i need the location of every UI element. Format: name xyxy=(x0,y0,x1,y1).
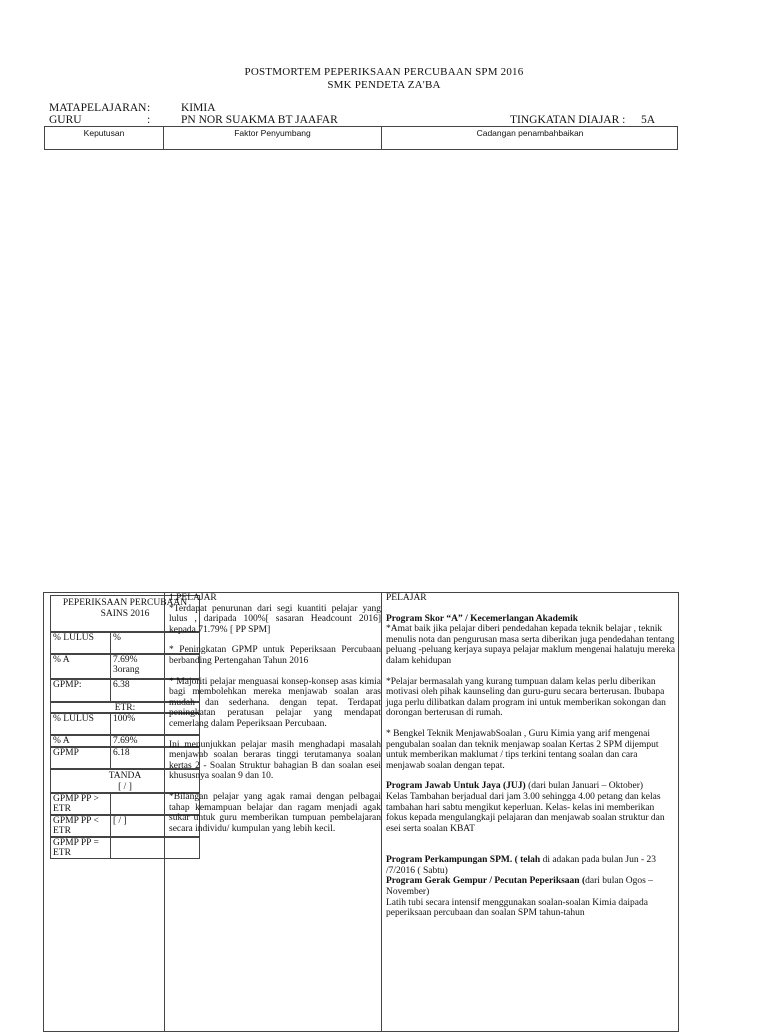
stat-label: % A xyxy=(53,655,70,665)
factor-paragraph: *Terdapat penurunan dari segi kuantiti pelajar yang lulus , daripada 100%[ sasaran Headcount 2016] kepada 71.79% [ PP SPM] xyxy=(169,603,381,635)
factor-paragraph: * Peningkatan GPMP untuk Peperiksaan Percubaan berbanding Pertengahan Tahun 2016 xyxy=(169,645,381,666)
program-title: Program Gerak Gempur / Pecutan Peperiksaan ( xyxy=(386,876,586,887)
suggestion-paragraph: *Amat baik jika pelajar diberi pendedahan kepada teknik belajar , teknik menulis nota dan pengurusan masa serta diberikan juga pendedahan tentang peluang -peluang kerjaya supaya pelajar maklum mengenai halatuju mereka dalam kehidupan xyxy=(386,624,676,666)
program-period: dari bulan Ogos – November) xyxy=(386,876,653,898)
factor-paragraph: Ini menunjukkan pelajar masih menghadapi masalah menjawab soalan beraras tinggi terutamanya soalan kertas 2 - Soalan Struktur bahagian B dan soalan esei khususnya soalan 9 dan 10. xyxy=(169,739,381,782)
factor-paragraph: * Majoriti pelajar menguasai konsep-konsep asas kimia bagi membolehkan mereka menjawab soalan aras mudah dan sederhana. dengan tepat. Terdapat peningkatan peratusan pelajar yang mendapat cemerlang dalam Peperiksaan Percubaan. xyxy=(169,676,381,729)
class-label: TINGKATAN DIAJAR : xyxy=(510,114,626,126)
stat-value: 6.18 xyxy=(113,748,130,758)
stat-value: 100% xyxy=(113,714,136,724)
suggestions-heading: PELAJAR xyxy=(386,593,427,603)
tanda-label: TANDA xyxy=(108,771,142,781)
stat-label: GPMP PP < ETR xyxy=(53,816,99,836)
header-cadangan: Cadangan penambahbaikan xyxy=(476,128,584,138)
subject-colon: : xyxy=(147,102,151,114)
suggestion-paragraph: *Pelajar bermasalah yang kurang tumpuan dalam kelas perlu diberikan motivasi oleh pihak kaunseling dan guru-guru secara berterusan. Ibubapa juga perlu dilibatkan dalam program ini untuk memberikan sokongan dan dorongan berterusan di rumah. xyxy=(386,676,666,719)
stat-label: GPMP xyxy=(53,748,79,758)
stat-label: GPMP PP > ETR xyxy=(53,794,99,814)
factors-heading: 1.PELAJAR xyxy=(169,593,217,603)
factors-column xyxy=(169,593,381,844)
stat-value: 7.69% 3orang xyxy=(113,655,140,675)
results-title: PEPERIKSAAN PERCUBAAN SAINS 2016 xyxy=(62,598,188,619)
postmortem-table xyxy=(43,592,679,1032)
suggestion-paragraph: * Bengkel Teknik MenjawabSoalan , Guru Kimia yang arif mengenai pengubalan soalan dan teknik menjawap soalan Kertas 2 SPM dijemput untuk memberikan maklumat / tips terkini tentang soalan dan cara menjawab soalan dengan tepat. xyxy=(386,728,659,771)
teacher-colon: : xyxy=(147,114,151,126)
suggestion-paragraph: Kelas Tambahan berjadual dari jam 3.00 sehingga 4.00 petang dan kelas tambahan hari sabtu mengikut keperluan. Kelas- kelas ini memberikan fokus kepada mengulangkaji pelajaran dan menjawab soalan struktur dan esei serta soalan KBAT xyxy=(386,791,665,834)
stat-label: % LULUS xyxy=(53,714,94,724)
program-period: (dari bulan Januari – Oktober) xyxy=(528,781,644,792)
school-name: SMK PENDETA ZA'BA xyxy=(327,79,441,91)
column-divider xyxy=(381,593,382,1031)
stat-value: % xyxy=(113,633,121,643)
teacher-value: PN NOR SUAKMA BT JAAFAR xyxy=(181,114,338,126)
program-title: Program Skor “A” / Kecemerlangan Akademik xyxy=(386,613,579,624)
stat-value: 6.38 xyxy=(113,680,130,690)
program-title: Program Jawab Untuk Jaya (JUJ) xyxy=(386,781,526,792)
subject-value: KIMIA xyxy=(181,102,216,114)
document-title: POSTMORTEM PEPERIKSAAN PERCUBAAN SPM 2016 xyxy=(244,66,524,78)
factor-paragraph: *Bilangan pelajar yang agak ramai dengan pelbagai tahap kemampuan belajar dan ragam menjadi agak sukar untuk guru memberikan tumpuan pembelajaran secara individu/ kumpulan yang lebih kecil. xyxy=(169,791,381,834)
stat-value: [ / ] xyxy=(113,816,127,826)
stat-label: GPMP: xyxy=(53,680,82,690)
suggestion-paragraph: Latih tubi secara intensif menggunakan soalan-soalan Kimia daipada peperiksaan percubaan dan soalan SPM tahun-tahun xyxy=(386,897,648,919)
subject-label: MATAPELAJARAN xyxy=(49,102,147,114)
etr-label: ETR: xyxy=(114,703,136,713)
program-title: Program Perkampungan SPM. ( telah xyxy=(386,855,541,866)
stat-value: 7.69% xyxy=(113,736,138,746)
header-keputusan: Keputusan xyxy=(83,128,125,138)
stat-label: % LULUS xyxy=(53,633,94,643)
header-faktor: Faktor Penyumbang xyxy=(234,128,311,138)
header-table xyxy=(44,126,678,150)
stat-label: % A xyxy=(53,736,70,746)
suggestions-column xyxy=(386,593,676,929)
teacher-label: GURU xyxy=(49,114,82,126)
stat-label: GPMP PP = ETR xyxy=(53,838,99,858)
program-period: di adakan pada bulan Jun - 23 /7/2016 ( Sabtu) xyxy=(386,855,657,876)
class-value: 5A xyxy=(641,114,656,126)
tanda-mark: [ / ] xyxy=(118,782,132,792)
